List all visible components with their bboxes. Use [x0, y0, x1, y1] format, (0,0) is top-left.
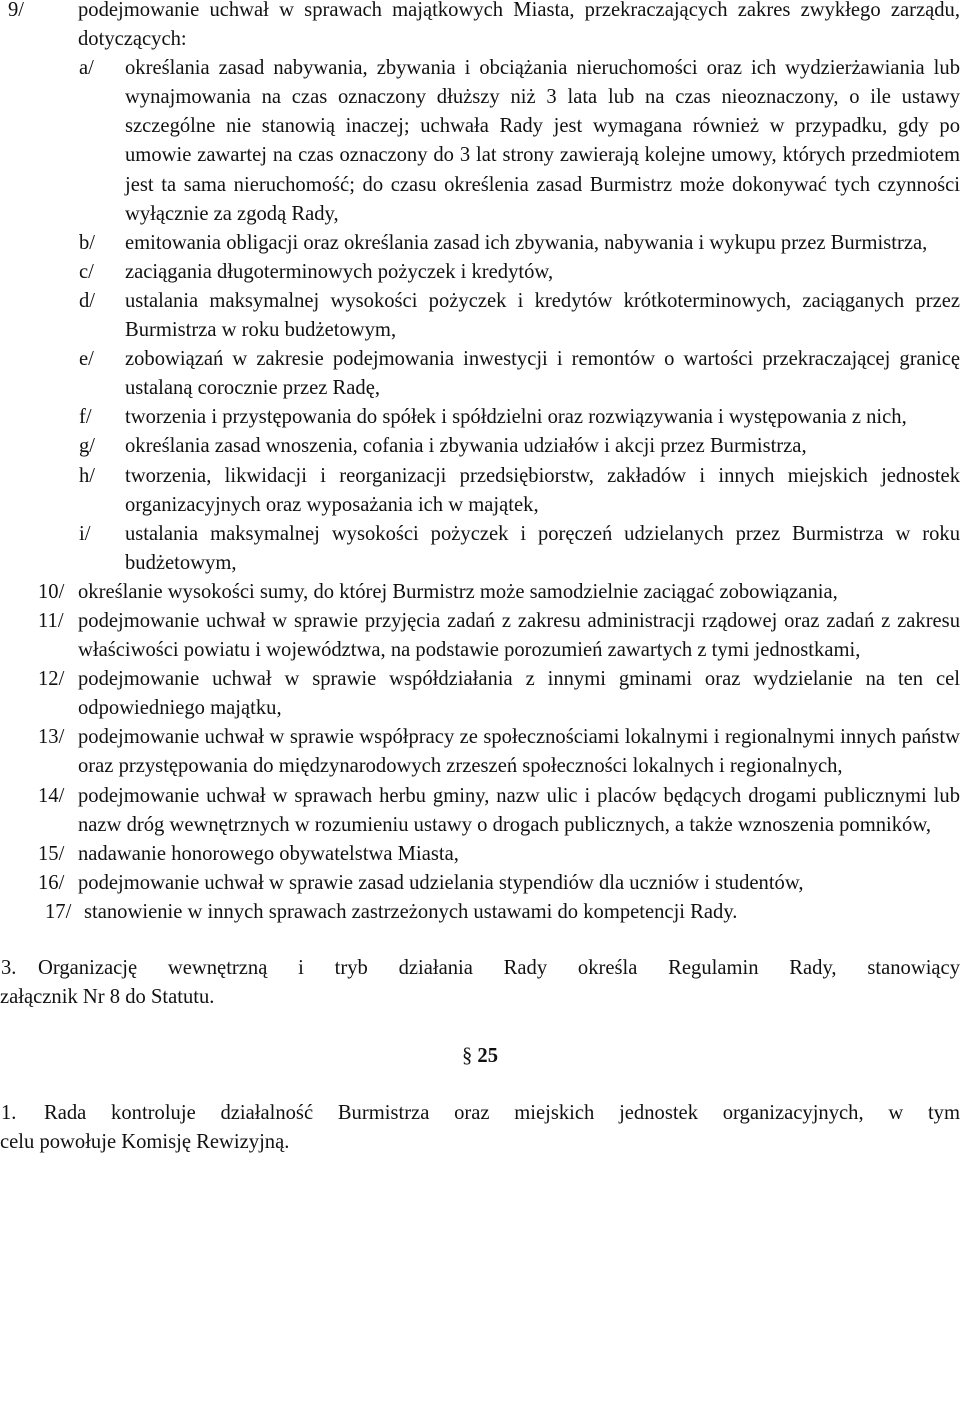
item-number: 11/	[38, 609, 64, 632]
item-text: podejmowanie uchwał w sprawach majątkowych Miasta, przekraczających zakres zwykłego zarządu, dotyczących:	[78, 0, 960, 51]
item-text: określanie wysokości sumy, do której Burmistrz może samodzielnie zaciągać zobowiązania,	[78, 580, 838, 603]
item-text: podejmowanie uchwał w sprawie współpracy ze społecznościami lokalnymi i regionalnymi innych państw oraz przystępowania do międzynarodowych zrzeszeń społeczności lokalnych i regionalnych,	[78, 726, 960, 778]
sub-item-b	[0, 229, 960, 258]
item-text: stanowienie w innych sprawach zastrzeżonych ustawami do kompetencji Rady.	[84, 900, 738, 923]
sub-item-g	[0, 432, 960, 461]
sub-item-letter: c/	[79, 260, 94, 283]
sub-item-text: tworzenia, likwidacji i reorganizacji przedsiębiorstw, zakładów i innych miejskich jednostek organizacyjnych oraz wyposażania ich w majątek,	[125, 464, 960, 516]
list-item-12	[0, 665, 960, 723]
sub-item-letter: a/	[79, 57, 94, 80]
paragraph-3	[0, 954, 960, 1012]
sub-item-i	[0, 520, 960, 578]
item-number: 9/	[8, 0, 25, 21]
sub-item-h	[0, 462, 960, 520]
sub-item-letter: i/	[79, 522, 91, 545]
sub-item-letter: f/	[79, 406, 92, 429]
list-item-14	[0, 782, 960, 840]
section-heading	[0, 1042, 960, 1071]
list-item-11	[0, 607, 960, 665]
paragraph-text-continuation: załącznik Nr 8 do Statutu.	[0, 986, 215, 1009]
sub-item-letter: d/	[79, 289, 96, 312]
item-number: 15/	[38, 842, 65, 865]
sub-item-letter: h/	[79, 464, 96, 487]
item-number: 16/	[38, 871, 65, 894]
sub-item-letter: e/	[79, 348, 94, 371]
sub-item-e	[0, 345, 960, 403]
sub-item-d	[0, 287, 960, 345]
section-number: 25	[477, 1045, 499, 1068]
sub-item-c	[0, 258, 960, 287]
paragraph-number: 3.	[1, 957, 17, 979]
paragraph-text-continuation: celu powołuje Komisję Rewizyjną.	[0, 1131, 290, 1154]
item-number: 17/	[45, 900, 72, 923]
sub-item-text: określania zasad wnoszenia, cofania i zbywania udziałów i akcji przez Burmistrza,	[125, 435, 807, 458]
list-item-17	[0, 898, 960, 927]
sub-item-text: określania zasad nabywania, zbywania i obciążania nieruchomości oraz ich wydzierżawiania lub wynajmowania na czas oznaczony dłuższy niż 3 lata lub na czas nieoznaczony, o ile ustawy szczególne nie stanowią inaczej; uchwała Rady jest wymagana również w przypadku, gdy po umowie zawartej na czas oznaczony do 3 lat strony zawierają kolejne umowy, których przedmiotem jest ta sama nieruchomość; do czasu określenia zasad Burmistrz może dokonywać tych czynności wyłącznie za zgodą Rady,	[125, 57, 960, 225]
sub-item-text: zaciągania długoterminowych pożyczek i kredytów,	[125, 260, 554, 283]
sub-item-letter: g/	[79, 435, 96, 458]
sub-item-a	[0, 54, 960, 229]
list-item-9	[0, 0, 960, 54]
sub-item-text: zobowiązań w zakresie podejmowania inwestycji i remontów o wartości przekraczającej granicę ustalaną corocznie przez Radę,	[125, 348, 960, 400]
item-text: podejmowanie uchwał w sprawie zasad udzielania stypendiów dla uczniów i studentów,	[78, 871, 804, 894]
sub-item-text: ustalania maksymalnej wysokości pożyczek i kredytów krótkoterminowych, zaciąganych przez Burmistrza w roku budżetowym,	[125, 289, 960, 342]
item-number: 12/	[38, 668, 65, 691]
sub-item-text: tworzenia i przystępowania do spółek i spółdzielni oraz rozwiązywania i występowania z nich,	[125, 406, 907, 429]
list-item-15	[0, 840, 960, 869]
sub-item-text: ustalania maksymalnej wysokości pożyczek i poręczeń udzielanych przez Burmistrza w roku budżetowym,	[125, 522, 960, 574]
item-text: podejmowanie uchwał w sprawie współdziałania z innymi gminami oraz wydzielanie na ten cel odpowiedniego majątku,	[78, 668, 960, 720]
sub-item-text: emitowania obligacji oraz określania zasad ich zbywania, nabywania i wykupu przez Burmistrza,	[125, 231, 928, 254]
list-item-10	[0, 578, 960, 607]
sub-item-letter: b/	[79, 231, 96, 254]
item-number: 13/	[38, 726, 65, 749]
item-number: 14/	[38, 784, 65, 807]
paragraph-1	[0, 1099, 960, 1157]
paragraph-number: 1.	[1, 1102, 17, 1125]
list-item-13	[0, 723, 960, 781]
sub-item-f	[0, 403, 960, 432]
paragraph-text: Organizację wewnętrzną i tryb działania Rady określa Regulamin Rady, stanowiący	[38, 957, 960, 979]
list-item-16	[0, 869, 960, 898]
item-text: nadawanie honorowego obywatelstwa Miasta,	[78, 842, 459, 865]
section-sign: §	[461, 1045, 473, 1068]
paragraph-text: Rada kontroluje działalność Burmistrza oraz miejskich jednostek organizacyjnych, w tym	[44, 1102, 960, 1125]
item-text: podejmowanie uchwał w sprawach herbu gminy, nazw ulic i placów będących drogami publicznymi lub nazw dróg wewnętrznych w rozumieniu ustawy o drogach publicznych, a także wznoszenia pomników,	[78, 784, 960, 836]
item-text: podejmowanie uchwał w sprawie przyjęcia zadań z zakresu administracji rządowej oraz zadań z zakresu właściwości powiatu i województwa, na podstawie porozumień zawartych z tymi jednostkami,	[78, 609, 960, 662]
item-number: 10/	[38, 580, 65, 603]
